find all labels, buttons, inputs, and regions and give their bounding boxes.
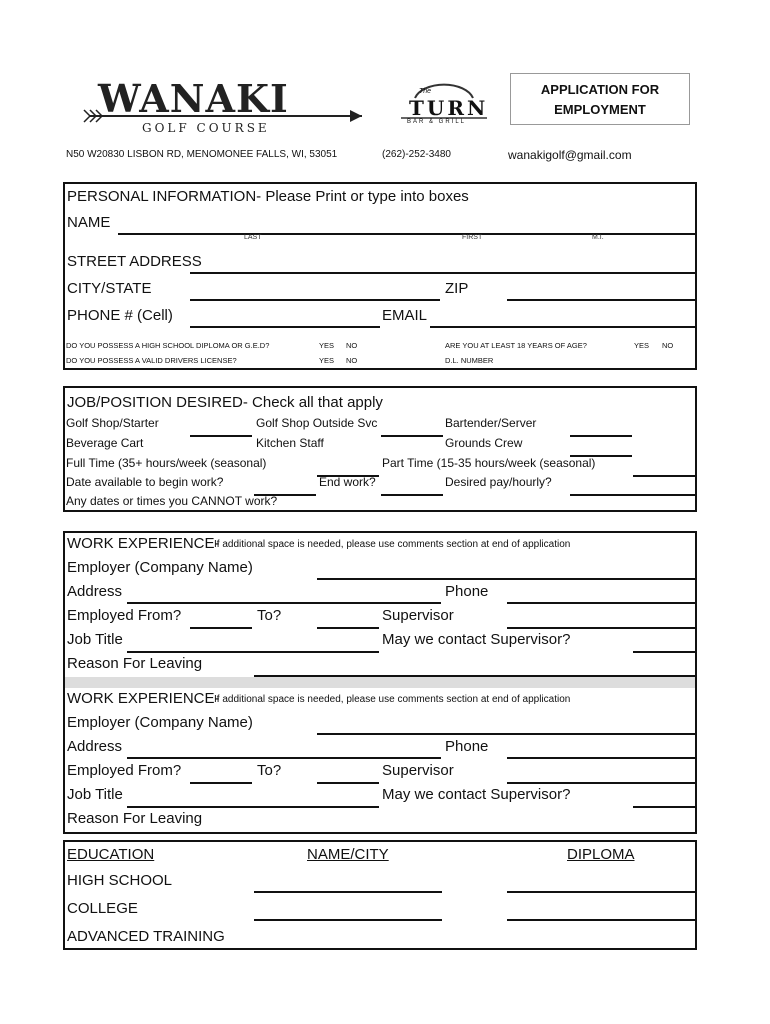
college-name-input[interactable]: [254, 919, 442, 921]
full-time-label: Full Time (35+ hours/week (seasonal): [66, 456, 267, 470]
street-label: STREET ADDRESS: [67, 253, 202, 270]
page-title-line1: APPLICATION FOR: [540, 82, 660, 97]
age-yes[interactable]: YES: [634, 341, 650, 350]
high-school-label: HIGH SCHOOL: [67, 872, 173, 889]
name-city-heading: NAME/CITY: [307, 846, 389, 863]
name-label: NAME: [67, 214, 111, 231]
turn-logo: [395, 80, 493, 128]
work2-employer-label: Employer (Company Name): [67, 714, 253, 731]
license-question: DO YOU POSSESS A VALID DRIVERS LICENSE?: [66, 356, 237, 365]
work2-jobtitle-input[interactable]: [127, 806, 379, 808]
turn-wordmark: TURN: [409, 96, 489, 120]
age-no[interactable]: NO: [662, 341, 674, 350]
phone-input[interactable]: [190, 326, 380, 328]
end-work-label: End work?: [319, 475, 376, 489]
email-input[interactable]: [430, 326, 695, 328]
kitchen-label: Kitchen Staff: [256, 436, 324, 450]
phone-label: PHONE # (Cell): [67, 307, 173, 324]
work2-from-input[interactable]: [190, 782, 252, 784]
zip-label: ZIP: [445, 280, 469, 297]
diploma-question: DO YOU POSSESS A HIGH SCHOOL DIPLOMA OR G.E.D?: [66, 341, 270, 350]
work2-from-label: Employed From?: [67, 762, 182, 779]
job-heading: JOB/POSITION DESIRED- Check all that apply: [67, 394, 383, 411]
work1-jobtitle-label: Job Title: [67, 631, 123, 648]
age-question: ARE YOU AT LEAST 18 YEARS OF AGE?: [445, 341, 587, 350]
work1-jobtitle-input[interactable]: [127, 651, 379, 653]
city-label: CITY/STATE: [67, 280, 152, 297]
desired-pay-label: Desired pay/hourly?: [445, 475, 552, 489]
work2-phone-input[interactable]: [507, 757, 695, 759]
work1-note: If additional space is needed, please use comments section at end of application: [214, 539, 571, 550]
diploma-heading: DIPLOMA: [567, 846, 635, 863]
first-label: FIRST: [462, 234, 483, 241]
golf-outside-label: Golf Shop Outside Svc: [256, 416, 378, 430]
work1-phone-label: Phone: [445, 583, 489, 600]
work1-reason-label: Reason For Leaving: [67, 655, 203, 672]
work1-supervisor-input[interactable]: [507, 627, 695, 629]
golf-outside-checkbox[interactable]: [381, 435, 443, 437]
advanced-training-label: ADVANCED TRAINING: [67, 928, 225, 945]
company-phone: (262)-252-3480: [382, 149, 451, 160]
work1-employer-input[interactable]: [317, 578, 695, 580]
college-label: COLLEGE: [67, 900, 138, 917]
work1-employer-label: Employer (Company Name): [67, 559, 253, 576]
work2-to-label: To?: [257, 762, 282, 779]
wanaki-logo: [82, 76, 372, 138]
part-time-checkbox[interactable]: [633, 475, 695, 477]
page-title-line2: EMPLOYMENT: [554, 102, 646, 117]
section-divider: [65, 677, 695, 688]
college-diploma-input[interactable]: [507, 919, 695, 921]
work2-employer-input[interactable]: [317, 733, 695, 735]
desired-pay-input[interactable]: [570, 494, 695, 496]
work2-contact-input[interactable]: [633, 806, 695, 808]
end-work-input[interactable]: [381, 494, 443, 496]
work1-to-input[interactable]: [317, 627, 379, 629]
work1-address-label: Address: [67, 583, 123, 600]
license-yes[interactable]: YES: [319, 356, 335, 365]
mi-label: M.I.: [592, 234, 604, 241]
work2-phone-label: Phone: [445, 738, 489, 755]
high-school-name-input[interactable]: [254, 891, 442, 893]
work1-to-label: To?: [257, 607, 282, 624]
license-no[interactable]: NO: [346, 356, 358, 365]
diploma-no[interactable]: NO: [346, 341, 358, 350]
company-address: N50 W20830 LISBON RD, MENOMONEE FALLS, WI, 53051: [66, 149, 338, 160]
dl-number-label: D.L. NUMBER: [445, 356, 494, 365]
work1-reason-input[interactable]: [254, 675, 695, 677]
email-label: EMAIL: [382, 307, 428, 324]
work1-from-label: Employed From?: [67, 607, 182, 624]
work1-phone-input[interactable]: [507, 602, 695, 604]
name-input[interactable]: [118, 233, 695, 235]
work2-contact-label: May we contact Supervisor?: [382, 786, 571, 803]
bartender-label: Bartender/Server: [445, 416, 537, 430]
turn-sub-text: BAR & GRILL: [407, 119, 467, 125]
last-label: LAST: [244, 234, 262, 241]
work1-contact-input[interactable]: [633, 651, 695, 653]
work1-from-input[interactable]: [190, 627, 252, 629]
company-email: wanakigolf@gmail.com: [508, 148, 632, 162]
wanaki-wordmark: WANAKI: [98, 76, 289, 121]
work2-to-input[interactable]: [317, 782, 379, 784]
bartender-checkbox[interactable]: [570, 435, 632, 437]
work1-supervisor-label: Supervisor: [382, 607, 454, 624]
work2-note: If additional space is needed, please use comments section at end of application: [214, 694, 571, 705]
work1-address-input[interactable]: [127, 602, 441, 604]
work2-address-label: Address: [67, 738, 123, 755]
street-input[interactable]: [190, 272, 695, 274]
zip-input[interactable]: [507, 299, 695, 301]
work2-address-input[interactable]: [127, 757, 441, 759]
golf-shop-checkbox[interactable]: [190, 435, 252, 437]
work2-supervisor-input[interactable]: [507, 782, 695, 784]
beverage-label: Beverage Cart: [66, 436, 144, 450]
grounds-label: Grounds Crew: [445, 436, 523, 450]
high-school-diploma-input[interactable]: [507, 891, 695, 893]
work2-supervisor-label: Supervisor: [382, 762, 454, 779]
work1-heading: WORK EXPERIENCE-: [67, 535, 220, 552]
turn-small-text: The: [419, 88, 432, 95]
cannot-work-label: Any dates or times you CANNOT work?: [66, 494, 278, 508]
date-available-label: Date available to begin work?: [66, 475, 224, 489]
work2-reason-label: Reason For Leaving: [67, 810, 203, 827]
title-box: [510, 73, 690, 125]
education-heading: EDUCATION: [67, 846, 155, 863]
part-time-label: Part Time (15-35 hours/week (seasonal): [382, 456, 596, 470]
golf-shop-label: Golf Shop/Starter: [66, 416, 159, 430]
personal-heading: PERSONAL INFORMATION- Please Print or type into boxes: [67, 188, 469, 205]
diploma-yes[interactable]: YES: [319, 341, 335, 350]
work2-heading: WORK EXPERIENCE-: [67, 690, 220, 707]
work1-contact-label: May we contact Supervisor?: [382, 631, 571, 648]
work2-jobtitle-label: Job Title: [67, 786, 123, 803]
golf-course-text: GOLF COURSE: [142, 121, 270, 135]
city-input[interactable]: [190, 299, 440, 301]
